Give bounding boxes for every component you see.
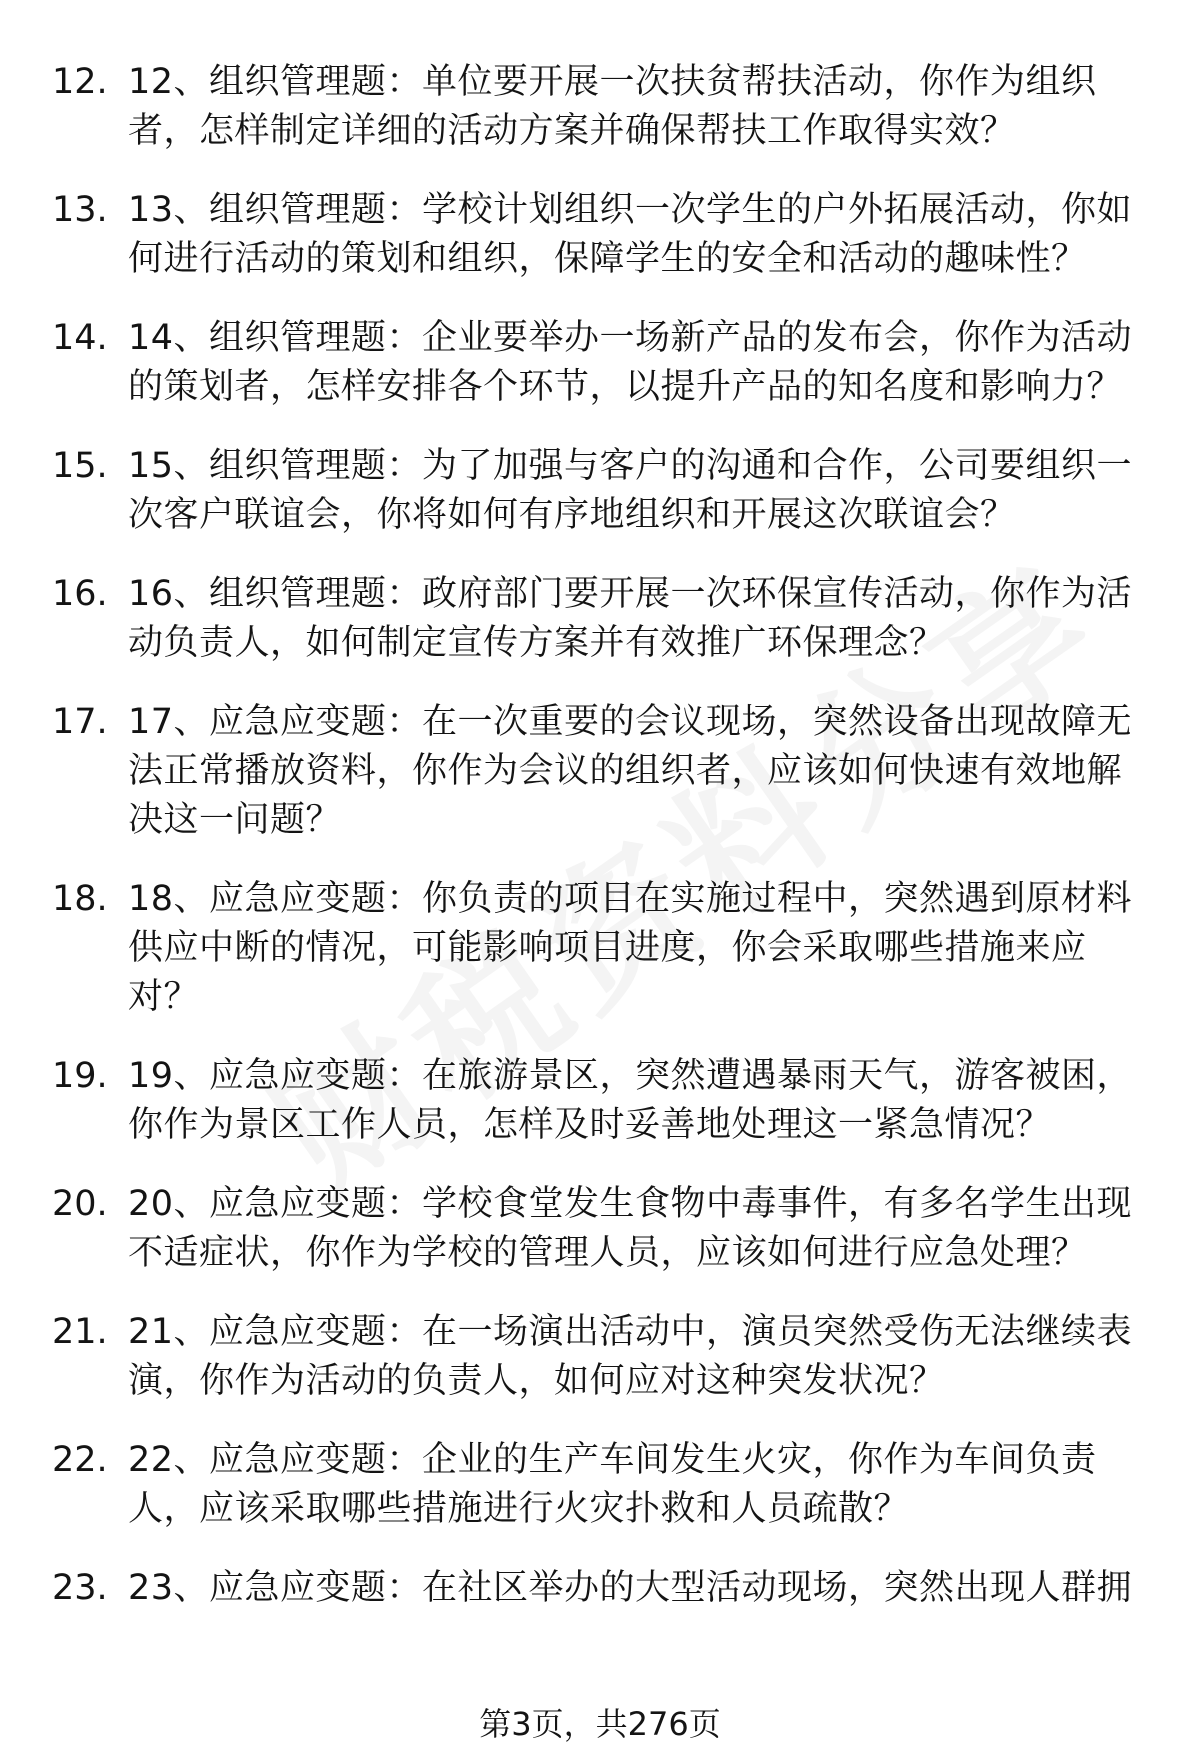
question-text-line: 法正常播放资料，你作为会议的组织者，应该如何快速有效地解 [128, 751, 1123, 791]
question-number: 23. [52, 1568, 108, 1608]
question-number: 18. [52, 879, 108, 919]
question-text-line: 何进行活动的策划和组织，保障学生的安全和活动的趣味性？ [128, 239, 1087, 279]
question-number: 12. [52, 62, 108, 102]
question-text [128, 875, 1158, 1022]
question-text-line: 人，应该采取哪些措施进行火灾扑救和人员疏散？ [128, 1489, 910, 1529]
question-number: 20. [52, 1184, 108, 1224]
question-text [128, 1564, 1158, 1613]
question-number: 22. [52, 1440, 108, 1480]
question-text [128, 1308, 1158, 1406]
question-number: 19. [52, 1056, 108, 1096]
question-text-line: 不适症状，你作为学校的管理人员，应该如何进行应急处理？ [128, 1233, 1087, 1273]
question-text-line: 你作为景区工作人员，怎样及时妥善地处理这一紧急情况？ [128, 1105, 1052, 1145]
question-text-line: 18、应急应变题：你负责的项目在实施过程中，突然遇到原材料 [128, 879, 1133, 919]
question-text-line: 14、组织管理题：企业要举办一场新产品的发布会，你作为活动 [128, 318, 1133, 358]
question-text [128, 570, 1158, 668]
question-number: 15. [52, 446, 108, 486]
question-text [128, 698, 1158, 845]
question-text [128, 1436, 1158, 1534]
question-text-line: 的策划者，怎样安排各个环节，以提升产品的知名度和影响力？ [128, 367, 1123, 407]
question-text [128, 186, 1158, 284]
question-text-line: 15、组织管理题：为了加强与客户的沟通和合作，公司要组织一 [128, 446, 1133, 486]
question-text-line: 19、应急应变题：在旅游景区，突然遭遇暴雨天气，游客被困， [128, 1056, 1133, 1096]
question-text-line: 23、应急应变题：在社区举办的大型活动现场，突然出现人群拥 [128, 1568, 1133, 1608]
question-text-line: 20、应急应变题：学校食堂发生食物中毒事件，有多名学生出现 [128, 1184, 1133, 1224]
question-text-line: 12、组织管理题：单位要开展一次扶贫帮扶活动，你作为组织 [128, 62, 1097, 102]
question-text-line: 动负责人，如何制定宣传方案并有效推广环保理念？ [128, 623, 945, 663]
question-text-line: 供应中断的情况，可能影响项目进度，你会采取哪些措施来应 [128, 928, 1087, 968]
question-text [128, 314, 1158, 412]
question-text-line: 16、组织管理题：政府部门要开展一次环保宣传活动，你作为活 [128, 574, 1133, 614]
question-text-line: 21、应急应变题：在一场演出活动中，演员突然受伤无法继续表 [128, 1312, 1133, 1352]
question-text [128, 58, 1158, 156]
question-text-line: 22、应急应变题：企业的生产车间发生火灾，你作为车间负责 [128, 1440, 1097, 1480]
question-text-line: 13、组织管理题：学校计划组织一次学生的户外拓展活动，你如 [128, 190, 1133, 230]
question-text-line: 次客户联谊会，你将如何有序地组织和开展这次联谊会？ [128, 495, 1016, 535]
question-text-line: 者，怎样制定详细的活动方案并确保帮扶工作取得实效？ [128, 111, 1016, 151]
question-text [128, 1180, 1158, 1278]
question-text-line: 对？ [128, 977, 200, 1017]
question-text [128, 1052, 1158, 1150]
question-text-line: 17、应急应变题：在一次重要的会议现场，突然设备出现故障无 [128, 702, 1133, 742]
question-number: 17. [52, 702, 108, 742]
page-footer: 第3页，共276页 [479, 1705, 721, 1743]
question-text [128, 442, 1158, 540]
question-text-line: 决这一问题？ [128, 800, 342, 840]
question-number: 14. [52, 318, 108, 358]
question-number: 21. [52, 1312, 108, 1352]
question-number: 16. [52, 574, 108, 614]
question-number: 13. [52, 190, 108, 230]
question-text-line: 演，你作为活动的负责人，如何应对这种突发状况？ [128, 1361, 945, 1401]
